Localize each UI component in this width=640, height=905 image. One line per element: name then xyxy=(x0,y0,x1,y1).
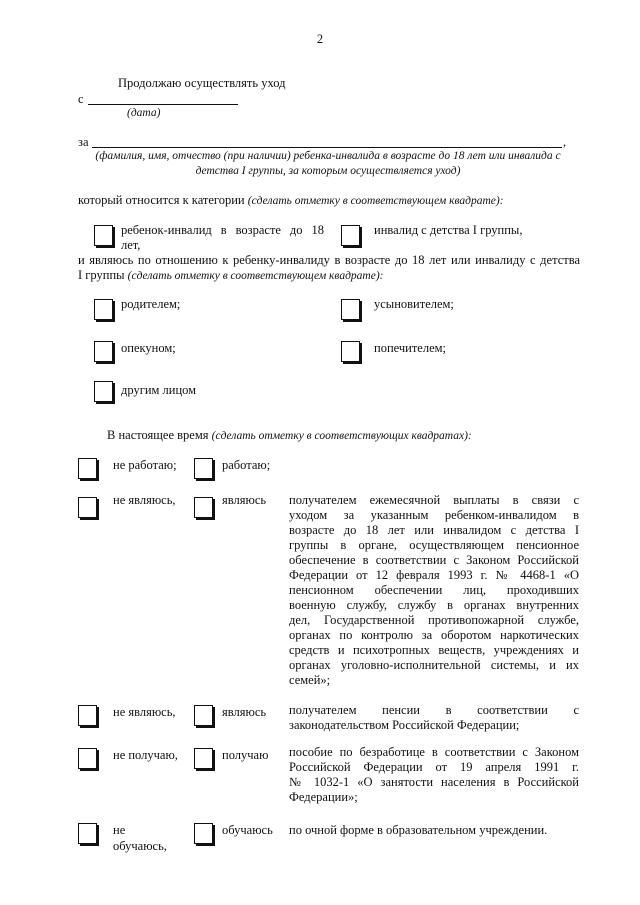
person-input-line[interactable] xyxy=(92,147,562,148)
option-guardian: опекуном; xyxy=(121,341,176,355)
person-hint-line-2: детства I группы, за которым осуществляется уход) xyxy=(195,165,461,177)
option-adopter: усыновителем; xyxy=(374,297,454,311)
person-hint-line-1: (фамилия, имя, отчество (при наличии) ребенка-инвалида в возрасте до 18 лет или инвалида с xyxy=(95,150,561,162)
payment-desc-line: военную службу, службу в органах внутренних xyxy=(289,598,579,612)
for-prefix: за xyxy=(78,135,89,149)
checkbox-unemployment-benefit[interactable] xyxy=(194,748,213,769)
category-question-hint: (сделать отметку в соответствующем квадрате): xyxy=(247,195,504,207)
payment-desc-line: семей»; xyxy=(289,673,331,687)
checkbox-not-unemployment-benefit[interactable] xyxy=(78,748,97,769)
date-hint: (дата) xyxy=(127,107,161,119)
studying-description: по очной форме в образовательном учреждении. xyxy=(289,823,548,837)
option-child-disabled-line-2: лет, xyxy=(121,238,141,252)
checkbox-child-disabled[interactable] xyxy=(94,225,113,246)
checkbox-not-payment-recipient[interactable] xyxy=(78,497,97,518)
option-unemployment-benefit: получаю xyxy=(222,748,269,762)
payment-desc-line: средств и психотропных веществ, учреждениях и xyxy=(289,643,579,657)
checkbox-pension-recipient[interactable] xyxy=(194,705,213,726)
payment-desc-line: пенсионном обеспечении лиц, проходивших xyxy=(289,583,579,597)
relation-line-1: и являюсь по отношению к ребенку-инвалиду в возрасте до 18 лет или инвалиду с детства xyxy=(78,253,580,267)
payment-desc-line: обеспечение в соответствии с Законом Российской xyxy=(289,553,579,567)
relation-line-2 xyxy=(78,268,383,284)
checkbox-adopter[interactable] xyxy=(341,299,360,320)
checkbox-guardian[interactable] xyxy=(94,341,113,362)
checkbox-not-working[interactable] xyxy=(78,458,97,479)
continue-label: Продолжаю осуществлять уход xyxy=(118,76,286,90)
checkbox-trustee[interactable] xyxy=(341,341,360,362)
pension-description xyxy=(289,703,579,733)
option-not-studying-line-2: обучаюсь, xyxy=(113,839,167,853)
option-working: работаю; xyxy=(222,458,271,472)
option-not-studying-line-1: не xyxy=(113,823,126,837)
page-number: 2 xyxy=(316,32,324,46)
relation-line-2-hint: (сделать отметку в соответствующем квадрате): xyxy=(127,270,384,282)
status-heading-text: В настоящее время xyxy=(107,428,209,442)
pension-desc-line: законодательством Российской Федерации; xyxy=(289,718,520,732)
option-studying: обучаюсь xyxy=(222,823,273,837)
checkbox-other[interactable] xyxy=(94,381,113,402)
option-disabled-from-childhood: инвалид с детства I группы, xyxy=(374,223,523,237)
unemployment-desc-line: пособие по безработице в соответствии с Законом xyxy=(289,745,579,759)
checkbox-disabled-from-childhood[interactable] xyxy=(341,225,360,246)
payment-desc-line: органах по контролю за оборотом наркотических xyxy=(289,628,579,642)
checkbox-payment-recipient[interactable] xyxy=(194,497,213,518)
payment-desc-line: группы в органе, осуществляющем пенсионное xyxy=(289,538,579,552)
option-not-unemployment-benefit: не получаю, xyxy=(113,748,178,762)
option-parent: родителем; xyxy=(121,297,181,311)
unemployment-desc-line: Федерации»; xyxy=(289,790,358,804)
payment-desc-line: получателем ежемесячной выплаты в связи с xyxy=(289,493,579,507)
payment-desc-line: дел, Государственной противопожарной службе, xyxy=(289,613,579,627)
payment-desc-line: органах уголовно-исполнительной системы, и их xyxy=(289,658,579,672)
category-question-text: который относится к категории xyxy=(78,193,245,207)
checkbox-not-pension-recipient[interactable] xyxy=(78,705,97,726)
unemployment-desc-line: № 1032-1 «О занятости населения в Российской xyxy=(289,775,579,789)
category-question xyxy=(78,193,504,209)
relation-line-2-text: I группы xyxy=(78,268,125,282)
option-not-pension-recipient: не являюсь, xyxy=(113,705,176,719)
option-other: другим лицом xyxy=(121,383,197,397)
payment-desc-line: Федерации от 12 февраля 1993 г. № 4468-1 «О xyxy=(289,568,579,582)
date-input-line[interactable] xyxy=(88,104,238,105)
checkbox-studying[interactable] xyxy=(194,823,213,844)
option-trustee: попечителем; xyxy=(374,341,447,355)
status-heading-hint: (сделать отметку в соответствующих квадратах): xyxy=(211,430,472,442)
payment-desc-line: уходом за указанным ребенком-инвалидом в xyxy=(289,508,579,522)
unemployment-description xyxy=(289,745,579,805)
checkbox-working[interactable] xyxy=(194,458,213,479)
option-not-working: не работаю; xyxy=(113,458,177,472)
status-heading xyxy=(107,428,472,444)
from-prefix: с xyxy=(78,92,84,106)
checkbox-parent[interactable] xyxy=(94,299,113,320)
option-not-payment-recipient: не являюсь, xyxy=(113,493,176,507)
unemployment-desc-line: Российской Федерации от 19 апреля 1991 г. xyxy=(289,760,579,774)
pension-desc-line: получателем пенсии в соответствии с xyxy=(289,703,579,717)
option-child-disabled-line-1: ребенок-инвалид в возрасте до 18 xyxy=(121,223,324,237)
option-pension-recipient: являюсь xyxy=(222,705,267,719)
payment-desc-line: возрасте до 18 лет или инвалидом с детства I xyxy=(289,523,579,537)
checkbox-not-studying[interactable] xyxy=(78,823,97,844)
for-suffix: , xyxy=(563,135,567,149)
payment-description xyxy=(289,493,579,688)
option-payment-recipient: являюсь xyxy=(222,493,267,507)
